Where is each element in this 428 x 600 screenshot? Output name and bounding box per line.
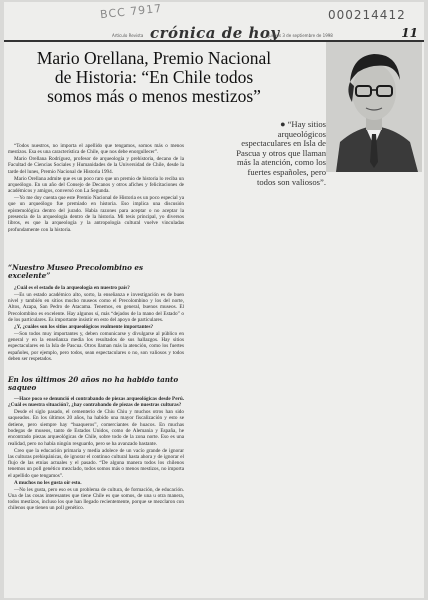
paragraph: Mario Orellana Rodríguez, profesor de arqueología y prehistoria, decano de la Facultad de Ciencias Sociales y Humanidades de la Universidad de Chile, desde la tarde del lunes, Premio Nacional de Historia 1994. [8, 156, 184, 175]
quote-line: Pascua y otros que llaman [236, 147, 326, 158]
newspaper-page [4, 2, 424, 598]
handwritten-stamp: BCC 7917 [99, 2, 163, 22]
quote-line: espectaculares en Isla de [241, 138, 326, 149]
quote-line: todos son valiosos”. [257, 176, 326, 187]
quote-line: más la atención, como los [236, 157, 326, 168]
bullet-icon: ● [280, 119, 286, 129]
portrait-illustration [326, 42, 422, 172]
pull-quote [226, 120, 326, 187]
section-title: crónica de hoy [150, 24, 280, 42]
paragraph: —Yo me doy cuenta que este Premio Nacional de Historia es un poco especial ya que un arqueólogo fue premiado en historia. Eso implica una discusión epistemológica dentro del jurado. Había razones para aceptar o no aceptar la presencia de la arqueología dentro de la historia. Mi tesis principal, yo diversos libros, es que la arqueología y la antropología cultural vuelve vinculadas profundamente con la historia. [8, 195, 184, 233]
title-line: somos más o menos mestizos” [47, 86, 261, 106]
title-line: de Historia: “En Chile todos [54, 67, 254, 87]
paragraph: “Todos nuestros, no importa el apellido que tengamos, somos más o menos mestizos. Esa es una característica de Chile, que nos debe enorgullecer”. [8, 143, 184, 156]
page-number: 11 [401, 26, 418, 40]
quote-line: ● “Hay sitios [280, 119, 326, 129]
paragraph: —Son todos muy importantes y, deben comunicarse y divulgarse al público en general y en la enseñanza media los resultados de sus hallazgos. Hay sitios espectaculares en la Isla de Pascua. Otros llaman más la atención, como los fuertes españoles, por ejemplo, pero todos, sean espectaculares o no, son valiosos y todos deben ser respetados. [8, 330, 184, 363]
quote-line: fuertes españoles, pero [247, 166, 326, 177]
handwritten-archive-number: 000214412 [328, 8, 406, 22]
question: A muchos no les gusta oír esto. [14, 479, 82, 486]
article-title [6, 49, 302, 106]
question: —Hace poco se denunció el contrabando de piezas arqueológicas desde Perú. ¿Cuál es nuestra situación?, ¿hay contrabando de piezas de nuestras culturas? [8, 396, 184, 409]
paragraph: Desde el siglo pasado, el cementerio de Chiu Chiu y muchos otros han sido saqueados. En los últimos 20 años, ha habido una mayor fiscalización y esto se detiene, pero siempre hay “huaqueros”, comerciantes de huacos. En muchas bodegas de museos, tanto de Estados Unidos, como de Alemania y España, he encontrado piezas arqueológicas de Chile, sobre todo de la zona norte. Eso es una realidad, pero no había ningún resguardo, pero se ha avanzado bastante. [8, 409, 184, 447]
subheading: “Nuestro Museo Precolombino es excelente” [8, 263, 144, 281]
article-section-1 [8, 285, 184, 363]
paragraph: —No les gusta, pero eso es un problema de cultura, de formación, de educación. Una de las cosas interesantes que tiene Chile es que somos, de una u otra manera, todos mestizos, incluso los que han llegado recientemente, porque se mezclaron con chilenos que tienen un poll genético. [8, 486, 184, 512]
paragraph: —Es un estado académico alto, sorto, la enseñanza e investigación es de buen nivel y también en sitios mucho museos como el Precolombino y los del norte, Altos, Azapa, San Pedro de Atacama. Tenemos, en general, buenos museos. El Precolombino es excelente. Hay algunos sí, más “dejados de la mano del Estado” o de los particulares. Es importante insistir en esto del apoyo de particulares. [8, 291, 184, 324]
article-intro [8, 143, 184, 234]
article-section-2 [8, 396, 184, 512]
portrait-photo [326, 42, 422, 172]
quote-line: arqueológicos [277, 128, 326, 139]
subheading: En los últimos 20 años no ha habido tanto saqueo [8, 375, 179, 393]
question: ¿Y, ¿cuáles son los sitios arqueológicos realmente importantes? [14, 323, 154, 330]
paragraph: Creo que la educación primaria y media adolece de un vacío grande de ignorar las culturas prehispánicas, de ignorar el continuo cultural hasta ahora y de ignorar el flujo de las etnias actuales y el pasado. “De alguna manera todos los chilenos tenemos un poll genético mezclado, todos somos más o menos mestizos, no importa el apellido que tengamos”. [8, 447, 184, 479]
paragraph: Mario Orellana admite que es un poco raro que un premio de historia lo reciba un arqueólogo. En un año del Consejo de Decanos y otros afiches y felicitaciones de académicos y amigos, conversó con La Segunda. [8, 175, 184, 195]
header-date: Jueves 3 de septiembre de 1998 [268, 33, 333, 38]
page-header [4, 26, 424, 42]
question: ¿Cuál es el estado de la arqueología en nuestro país? [14, 285, 130, 291]
header-left-small: Artículo Revista [112, 33, 144, 38]
title-line: Mario Orellana, Premio Nacional [36, 48, 272, 68]
